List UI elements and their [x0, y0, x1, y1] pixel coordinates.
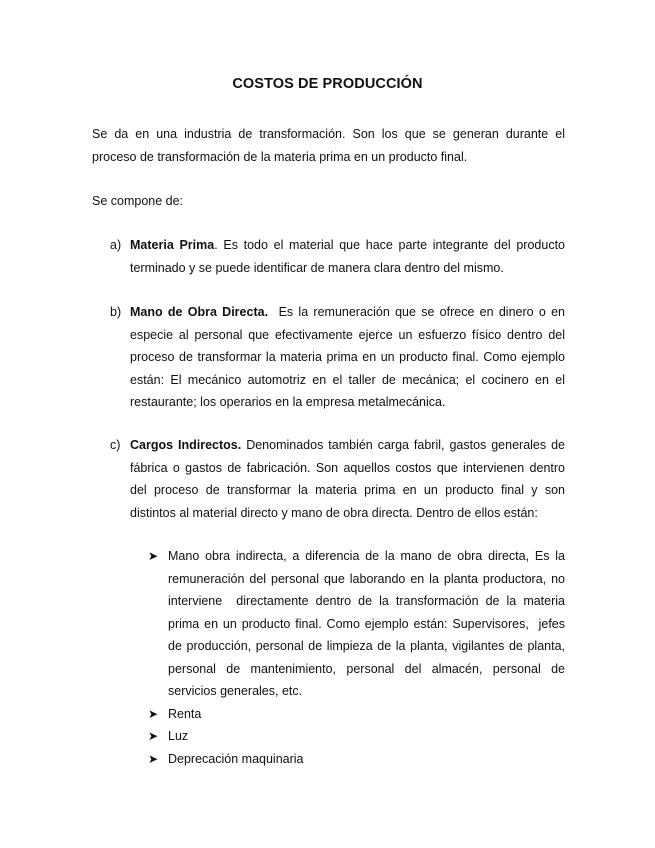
list-marker: c): [110, 438, 121, 452]
bullet-text: Deprecación maquinaria: [168, 751, 304, 766]
list-item-cargos-indirectos: [110, 434, 565, 524]
bullet-text: Mano obra indirecta, a diferencia de la mano de obra directa, Es la remuneración del personal que laborando en la planta productora, no interviene directamente dentro de la transformación de la materia prima en un producto final. Como ejemplo están: Supervisores, jefes de producción, personal de limpieza de la planta, vigilantes de planta, personal de mantenimiento, personal del almacén, personal de servicios generales, etc.: [168, 549, 569, 698]
list-item-body: [130, 234, 565, 279]
bullet-item-renta: [148, 703, 565, 726]
bullet-text: Luz: [168, 729, 189, 743]
arrow-bullet-icon: ➤: [148, 729, 159, 743]
list-item-materia-prima: [110, 234, 565, 279]
compone-paragraph: Se compone de:: [92, 194, 184, 208]
list-marker: a): [110, 238, 122, 252]
arrow-bullet-icon: ➤: [148, 549, 159, 563]
list-item-body: [130, 301, 569, 414]
list-item-mano-de-obra-directa: [110, 301, 569, 414]
bullet-text: Renta: [168, 706, 202, 721]
bullet-list: [148, 545, 569, 770]
bullet-item-luz: [148, 725, 565, 748]
list-item-body: [130, 434, 565, 524]
bullet-item-mano-obra-indirecta: [148, 545, 569, 703]
arrow-bullet-icon: ➤: [148, 706, 159, 721]
list-item-term: Cargos Indirectos.: [130, 438, 242, 452]
list-item-text: . Es todo el material que hace parte integrante del producto terminado y se puede identificar de manera clara dentro del mismo.: [130, 238, 566, 275]
intro-paragraph: Se da en una industria de transformación. Son los que se generan durante el proceso de transformación de la materia prima en un producto final.: [92, 127, 565, 164]
page-title: COSTOS DE PRODUCCIÓN: [232, 76, 423, 92]
list-item-text: Denominados también carga fabril, gastos generales de fábrica o gastos de fabricación. Son aquellos costos que intervienen dentro del proceso de transformar la materia prima en un producto final y son distintos al material directo y mano de obra directa. Dentro de ellos están:: [130, 438, 565, 520]
list-item-text: Es la remuneración que se ofrece en dinero o en especie al personal que efectivamente ejerce un esfuerzo físico dentro del proceso de transformar la materia prima en un producto final. Como ejemplo están: El mecánico automotriz en el taller de mecánica; el cocinero en el restaurante; los operarios en la empresa metalmecánica.: [130, 305, 569, 409]
list-marker: b): [110, 305, 122, 319]
arrow-bullet-icon: ➤: [148, 751, 159, 766]
list-item-term: Materia Prima: [130, 238, 215, 252]
list-item-term: Mano de Obra Directa.: [130, 305, 269, 319]
bullet-item-depreciacion: [148, 748, 565, 771]
